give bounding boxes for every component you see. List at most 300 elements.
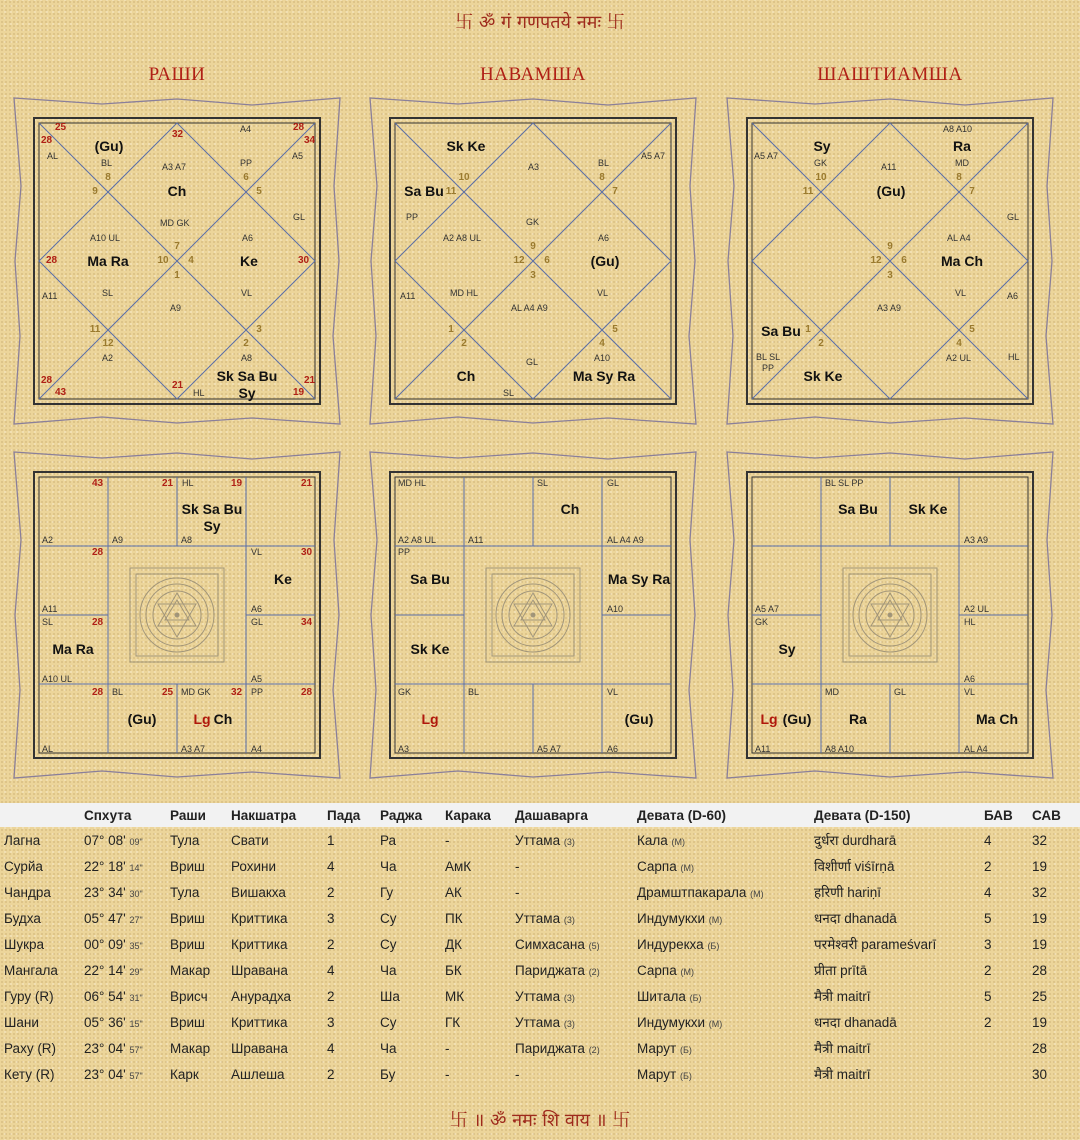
arudha-label: SL (537, 478, 549, 488)
cell-bav (980, 1061, 1028, 1087)
lagna-marker: Lg (421, 711, 439, 727)
planet-gu: (Gu) (624, 711, 654, 727)
arudha-label: A2 (102, 353, 114, 363)
cell-raja (376, 1009, 441, 1035)
cell-rashi (166, 1061, 227, 1087)
sphuta-suffix: 15" (129, 1018, 143, 1029)
arudha-label: A2 A8 UL (443, 233, 482, 243)
col-header: Девата (D-150) (810, 803, 980, 827)
degree-label: 30 (301, 547, 313, 558)
cell-devata-d60 (633, 931, 810, 957)
arudha-label: VL (597, 288, 609, 298)
sphuta-suffix: 35" (129, 940, 143, 951)
arudha-label: HL (193, 388, 205, 398)
degree-label: 43 (55, 387, 67, 398)
rashi-value: Тула (170, 832, 200, 848)
cell-sav (1028, 853, 1080, 879)
devata-d60-suffix: (Б) (679, 1070, 692, 1081)
degree-label: 32 (231, 687, 243, 698)
degree-label: 28 (41, 375, 53, 386)
sphuta-value: 23° 34' (84, 884, 126, 900)
col-header: Раджа (376, 803, 441, 827)
planet-ma-ch: Ma Ch (976, 711, 1018, 727)
arudha-label: SL (503, 388, 515, 398)
devata-d60-suffix: (Б) (689, 992, 702, 1003)
devata-d60-value: Драмштпакарала (637, 884, 747, 900)
arudha-label: A5 A7 (755, 604, 780, 614)
cell-devata-d150 (810, 931, 980, 957)
sav-value: 28 (1032, 962, 1048, 978)
pada-value: 4 (327, 962, 335, 978)
planet-sy: Sy (203, 518, 221, 534)
bav-value: 5 (984, 910, 992, 926)
cell-devata-d60 (633, 1009, 810, 1035)
cell-nakshatra (227, 1035, 323, 1061)
arudha-label: A6 (242, 233, 254, 243)
arudha-label: GL (526, 357, 539, 367)
cell-planet-name (0, 1035, 80, 1061)
cell-pada (323, 879, 376, 905)
cell-nakshatra (227, 905, 323, 931)
house-number: 9 (530, 241, 536, 252)
arudha-label: PP (406, 212, 419, 222)
arudha-label: A11 (42, 291, 58, 301)
cell-planet-name (0, 827, 80, 853)
dashavarga-value: - (515, 1066, 520, 1082)
rashi-south-chart[interactable] (12, 450, 342, 780)
arudha-label: MD (955, 158, 969, 168)
bav-value: 2 (984, 858, 992, 874)
sphuta-value: 05° 36' (84, 1014, 126, 1030)
dashavarga-suffix: (5) (588, 940, 600, 951)
sav-value: 28 (1032, 1040, 1048, 1056)
house-number: 2 (461, 338, 467, 349)
devata-d60-value: Марут (637, 1066, 677, 1082)
raja-value: Су (380, 936, 397, 952)
arudha-label: A6 (607, 744, 619, 754)
arudha-label: PP (762, 363, 775, 373)
cell-rashi (166, 853, 227, 879)
cell-bav (980, 905, 1028, 931)
devata-d60-suffix: (Б) (707, 940, 720, 951)
raja-value: Ча (380, 858, 397, 874)
cell-raja (376, 879, 441, 905)
cell-dashavarga (511, 1035, 633, 1061)
sav-value: 19 (1032, 1014, 1048, 1030)
arudha-label: HL (1008, 352, 1020, 362)
planet-ma-ra: Ma Ra (87, 253, 129, 269)
planet-name-value: Шани (4, 1014, 39, 1030)
house-number: 8 (599, 172, 605, 183)
devata-d60-suffix: (М) (680, 862, 695, 873)
arudha-label: SL (42, 617, 54, 627)
cell-planet-name (0, 957, 80, 983)
degree-label: 28 (92, 547, 104, 558)
raja-value: Су (380, 910, 397, 926)
house-number: 11 (802, 186, 814, 197)
planet-name-value: Будха (4, 910, 41, 926)
rashi-value: Врисч (170, 988, 208, 1004)
devata-d150-value: मैत्री maitrī (814, 989, 871, 1004)
nakshatra-value: Рохини (231, 858, 277, 874)
karaka-value: - (445, 832, 450, 848)
arudha-label: A8 (181, 535, 193, 545)
karaka-value: ПК (445, 910, 463, 926)
table-row (0, 879, 1080, 905)
raja-value: Гу (380, 884, 394, 900)
table-header-row (0, 803, 1080, 827)
bav-value: 3 (984, 936, 992, 952)
planet-ma-ch: Ma Ch (941, 253, 983, 269)
planet-ke: Ke (274, 571, 292, 587)
arudha-label: PP (240, 158, 253, 168)
cell-karaka (441, 957, 511, 983)
arudha-label: A3 A7 (181, 744, 206, 754)
arudha-label: A4 (240, 124, 252, 134)
arudha-label: BL (598, 158, 610, 168)
cell-bav (980, 827, 1028, 853)
house-number: 9 (887, 241, 893, 252)
house-number: 1 (448, 324, 454, 335)
karaka-value: - (445, 1066, 450, 1082)
cell-sav (1028, 1035, 1080, 1061)
arudha-label: A6 (251, 604, 263, 614)
karaka-value: АмК (445, 858, 472, 874)
chart-title-shashtiamsha: ШАШТИАМША (817, 64, 963, 85)
raja-value: Ра (380, 832, 397, 848)
sphuta-value: 05° 47' (84, 910, 126, 926)
arudha-label: A11 (881, 162, 897, 172)
chart-frame (725, 96, 1055, 426)
devata-d60-suffix: (М) (708, 914, 723, 925)
cell-rashi (166, 931, 227, 957)
devata-d60-value: Индумукхи (637, 910, 706, 926)
col-header: Раши (166, 803, 227, 827)
devata-d150-value: दुर्धरा durdharā (814, 833, 897, 848)
planet-ch: Ch (456, 368, 476, 384)
col-header: Карака (441, 803, 511, 827)
arudha-label: A11 (468, 535, 484, 545)
sav-value: 19 (1032, 936, 1048, 952)
cell-karaka (441, 879, 511, 905)
shashtiamsha-north-chart[interactable] (725, 96, 1055, 426)
planet-sa-bu: Sa Bu (410, 571, 450, 587)
cell-karaka (441, 853, 511, 879)
cell-sphuta (80, 1035, 166, 1061)
cell-nakshatra (227, 1009, 323, 1035)
rashi-value: Вриш (170, 858, 205, 874)
planet-ma-sy-ra: Ma Sy Ra (572, 368, 636, 384)
sav-value: 32 (1032, 832, 1048, 848)
planet-sk-ke: Sk Ke (410, 641, 450, 657)
planet-sy: Sy (813, 138, 831, 154)
cell-karaka (441, 1009, 511, 1035)
arudha-label: HL (182, 478, 194, 488)
cell-dashavarga (511, 1009, 633, 1035)
cell-rashi (166, 879, 227, 905)
planet-sk-sa-bu: Sk Sa Bu (181, 501, 243, 517)
table-body (0, 827, 1080, 1087)
planet-sk-ke: Sk Ke (803, 368, 843, 384)
cell-dashavarga (511, 827, 633, 853)
planet-name-value: Чандра (4, 884, 51, 900)
arudha-label: A5 A7 (754, 151, 779, 161)
house-number: 6 (901, 255, 907, 266)
dashavarga-suffix: (3) (563, 992, 575, 1003)
dashavarga-value: Уттама (515, 910, 561, 926)
arudha-label: BL (468, 687, 480, 697)
sphuta-value: 23° 04' (84, 1066, 126, 1082)
cell-planet-name (0, 853, 80, 879)
house-number: 4 (188, 255, 194, 266)
cell-dashavarga (511, 931, 633, 957)
cell-rashi (166, 983, 227, 1009)
sphuta-suffix: 57" (129, 1070, 143, 1081)
arudha-label: A10 UL (90, 233, 121, 243)
arudha-label: A8 A10 (943, 124, 973, 134)
house-number: 2 (243, 338, 249, 349)
sphuta-value: 22° 14' (84, 962, 126, 978)
planet-sk-sa-bu: Sk Sa Bu (216, 368, 278, 384)
rashi-value: Вриш (170, 936, 205, 952)
arudha-label: GK (398, 687, 412, 697)
degree-label: 21 (301, 478, 313, 489)
cell-devata-d150 (810, 879, 980, 905)
arudha-label: A10 (607, 604, 624, 614)
bav-value: 2 (984, 962, 992, 978)
devata-d150-value: परमेश्वरी parameśvarī (814, 937, 937, 952)
planet-name-value: Кету (R) (4, 1066, 55, 1082)
cell-raja (376, 905, 441, 931)
devata-d150-value: धनदा dhanadā (814, 1015, 897, 1030)
degree-label: 21 (304, 375, 316, 386)
col-header: Накшатра (227, 803, 323, 827)
cell-pada (323, 853, 376, 879)
cell-rashi (166, 905, 227, 931)
cell-rashi (166, 1009, 227, 1035)
cell-sav (1028, 879, 1080, 905)
arudha-label: A2 A8 UL (398, 535, 437, 545)
arudha-label: A3 A7 (162, 162, 187, 172)
cell-planet-name (0, 1061, 80, 1087)
sav-value: 32 (1032, 884, 1048, 900)
chart-frame (12, 450, 342, 780)
devata-d60-suffix: (М) (750, 888, 764, 899)
planet-positions-table (0, 803, 1080, 1087)
house-number: 10 (157, 255, 169, 266)
devata-d150-value: मैत्री maitrī (814, 1041, 871, 1056)
planet-sk-ke: Sk Ke (446, 138, 486, 154)
cell-karaka (441, 827, 511, 853)
arudha-label: A9 (170, 303, 182, 313)
cell-nakshatra (227, 827, 323, 853)
chart-frame (725, 450, 1055, 780)
table-row (0, 1035, 1080, 1061)
cell-dashavarga (511, 1061, 633, 1087)
planet-name-value: Раху (R) (4, 1040, 57, 1056)
karaka-value: - (445, 1040, 450, 1056)
sphuta-value: 00° 09' (84, 936, 126, 952)
pada-value: 2 (327, 988, 335, 1004)
arudha-label: AL (42, 744, 54, 754)
cell-devata-d150 (810, 1009, 980, 1035)
arudha-label: MD HL (398, 478, 427, 488)
table-row (0, 957, 1080, 983)
cell-bav (980, 931, 1028, 957)
house-number: 3 (887, 270, 893, 281)
cell-devata-d60 (633, 879, 810, 905)
cell-karaka (441, 983, 511, 1009)
house-number: 5 (969, 324, 975, 335)
chart-title-rashi: РАШИ (148, 64, 206, 85)
arudha-label: MD HL (450, 288, 479, 298)
cell-karaka (441, 1061, 511, 1087)
planet-ra: Ra (953, 138, 971, 154)
planet-ke: Ke (240, 253, 258, 269)
house-number: 6 (544, 255, 550, 266)
invocation-bottom: 卐 ॥ ॐ नमः शि वाय ॥ 卐 (449, 1110, 631, 1131)
devata-d150-value: मैत्री maitrī (814, 1067, 871, 1082)
arudha-label: A5 (251, 674, 263, 684)
cell-sav (1028, 1009, 1080, 1035)
rashi-north-chart[interactable] (12, 96, 342, 426)
house-number: 8 (105, 172, 111, 183)
planet-gu: (Gu) (782, 711, 812, 727)
degree-label: 28 (92, 617, 104, 628)
cell-pada (323, 1061, 376, 1087)
cell-dashavarga (511, 853, 633, 879)
house-number: 5 (256, 186, 262, 197)
cell-devata-d150 (810, 957, 980, 983)
dashavarga-suffix: (3) (563, 836, 575, 847)
house-number: 9 (92, 186, 98, 197)
arudha-label: A3 (398, 744, 410, 754)
house-number: 7 (969, 186, 975, 197)
arudha-label: AL A4 (947, 233, 971, 243)
arudha-label: GL (607, 478, 620, 488)
cell-sphuta (80, 983, 166, 1009)
navamsha-north-chart[interactable] (368, 96, 698, 426)
arudha-label: A5 A7 (641, 151, 666, 161)
arudha-label: PP (251, 687, 264, 697)
cell-sphuta (80, 1061, 166, 1087)
chart-frame (368, 96, 698, 426)
dashavarga-value: Симхасана (515, 936, 585, 952)
house-number: 8 (956, 172, 962, 183)
arudha-label: A2 (42, 535, 54, 545)
cell-devata-d60 (633, 827, 810, 853)
devata-d60-suffix: (М) (708, 1018, 723, 1029)
cell-sav (1028, 931, 1080, 957)
table-row (0, 983, 1080, 1009)
navamsha-south-chart[interactable] (368, 450, 698, 780)
pada-value: 3 (327, 910, 335, 926)
dashavarga-value: - (515, 884, 520, 900)
dashavarga-value: Уттама (515, 1014, 561, 1030)
arudha-label: VL (955, 288, 967, 298)
cell-pada (323, 957, 376, 983)
bav-value: 5 (984, 988, 992, 1004)
house-number: 10 (815, 172, 827, 183)
arudha-label: AL (47, 151, 59, 161)
bav-value: 2 (984, 1014, 992, 1030)
cell-devata-d60 (633, 1035, 810, 1061)
arudha-label: PP (398, 547, 411, 557)
cell-sphuta (80, 879, 166, 905)
degree-label: 28 (41, 135, 53, 146)
devata-d150-value: हरिणी hariṇī (814, 885, 881, 900)
sphuta-value: 22° 18' (84, 858, 126, 874)
pada-value: 4 (327, 858, 335, 874)
cell-devata-d60 (633, 853, 810, 879)
arudha-label: A10 (594, 353, 611, 363)
devata-d60-suffix: (М) (671, 836, 686, 847)
arudha-label: A6 (964, 674, 976, 684)
planet-gu: (Gu) (876, 183, 906, 199)
dashavarga-value: Париджата (515, 962, 585, 978)
raja-value: Ча (380, 1040, 397, 1056)
degree-label: 25 (162, 687, 174, 698)
arudha-label: A4 (251, 744, 263, 754)
sav-value: 19 (1032, 858, 1048, 874)
arudha-label: VL (964, 687, 976, 697)
planet-sa-bu: Sa Bu (761, 323, 801, 339)
degree-label: 43 (92, 478, 104, 489)
cell-raja (376, 853, 441, 879)
planet-name-value: Мангала (4, 962, 58, 978)
planet-name-value: Лагна (4, 832, 41, 848)
arudha-label: A8 A10 (825, 744, 855, 754)
arudha-label: A9 (112, 535, 124, 545)
col-header: Дашаварга (511, 803, 633, 827)
arudha-label: A2 UL (964, 604, 990, 614)
arudha-label: A3 A9 (877, 303, 902, 313)
cell-sav (1028, 957, 1080, 983)
table-row (0, 931, 1080, 957)
devata-d150-value: विशीर्णा viśīrṇā (814, 859, 895, 874)
raja-value: Су (380, 1014, 397, 1030)
lagna-marker: Lg (760, 711, 778, 727)
arudha-label: VL (241, 288, 253, 298)
shashtiamsha-south-chart[interactable] (725, 450, 1055, 780)
rashi-value: Макар (170, 1040, 211, 1056)
pada-value: 1 (327, 832, 335, 848)
cell-karaka (441, 1035, 511, 1061)
arudha-label: GL (293, 212, 306, 222)
planet-ch: Ch (167, 183, 187, 199)
dashavarga-value: Уттама (515, 832, 561, 848)
table-row (0, 1009, 1080, 1035)
cell-dashavarga (511, 957, 633, 983)
degree-label: 19 (293, 387, 305, 398)
devata-d150-value: प्रीता prītā (814, 963, 868, 978)
cell-devata-d150 (810, 905, 980, 931)
house-number: 4 (599, 338, 605, 349)
cell-planet-name (0, 983, 80, 1009)
degree-label: 34 (301, 617, 313, 628)
cell-karaka (441, 931, 511, 957)
karaka-value: ГК (445, 1014, 461, 1030)
cell-nakshatra (227, 1061, 323, 1087)
cell-pada (323, 931, 376, 957)
devata-d60-value: Индумукхи (637, 1014, 706, 1030)
cell-raja (376, 1061, 441, 1087)
planet-sy: Sy (238, 385, 256, 401)
karaka-value: АК (445, 884, 462, 900)
cell-bav (980, 1009, 1028, 1035)
degree-label: 30 (298, 255, 310, 266)
table-row (0, 853, 1080, 879)
